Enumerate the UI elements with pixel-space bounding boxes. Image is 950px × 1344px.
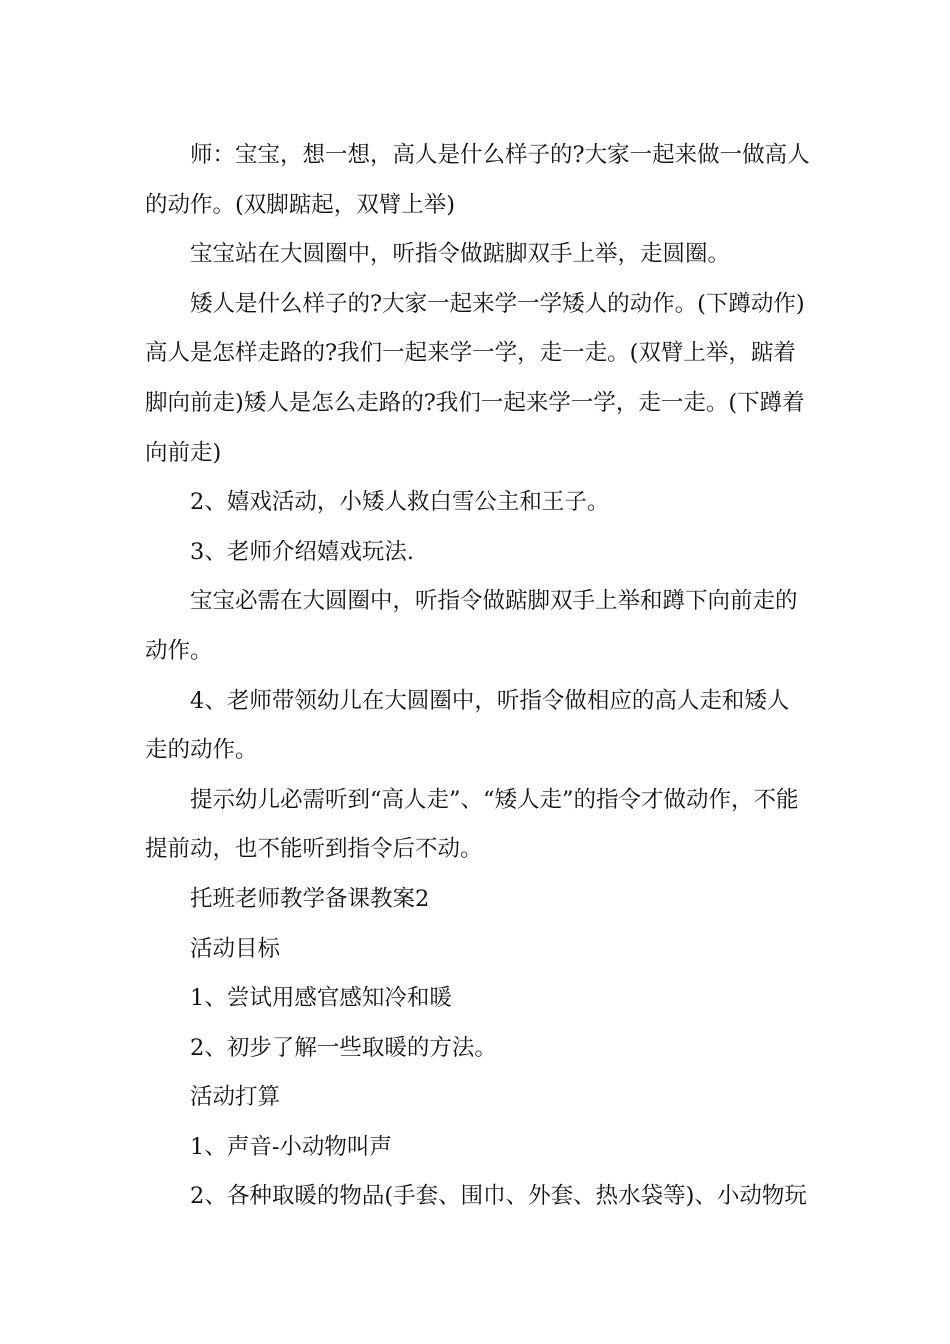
paragraph-game-rules: 3、老师介绍嬉戏玩法.: [190, 538, 414, 565]
heading-activity-goals: 活动目标: [190, 935, 281, 962]
paragraph-teacher-tall-person: 师：宝宝，想一想，高人是什么样子的?大家一起来做一做高人的动作。(双脚踮起，双臂上举): [145, 142, 810, 218]
paragraph-game-activity: 2、嬉戏活动，小矮人救白雪公主和王子。: [190, 489, 610, 516]
section-title-lesson-2: 托班老师教学备课教案2: [190, 885, 430, 912]
paragraph-short-person: 矮人是什么样子的?大家一起来学一学矮人的动作。(下蹲动作)高人是怎样走路的?我们一起来学一学，走一走。(双臂上举，踮着脚向前走)矮人是怎么走路的?我们一起来学一学，走一走。(下蹲着向前走): [145, 290, 805, 466]
preparation-item-2: 2、各种取暖的物品(手套、围巾、外套、热水袋等)、小动物玩: [190, 1183, 807, 1210]
goal-item-1: 1、尝试用感官感知冷和暖: [190, 985, 452, 1012]
goal-item-2: 2、初步了解一些取暖的方法。: [190, 1034, 497, 1061]
paragraph-teacher-leads: 4、老师带领幼儿在大圆圈中，听指令做相应的高人走和矮人走的动作。: [145, 687, 790, 764]
paragraph-baby-must: 宝宝必需在大圆圈中，听指令做踮脚双手上举和蹲下向前走的动作。: [145, 588, 798, 664]
heading-activity-preparation: 活动打算: [190, 1084, 281, 1111]
paragraph-reminder: 提示幼儿必需听到“高人走”、“矮人走”的指令才做动作，不能提前动，也不能听到指令后不动。: [145, 786, 799, 863]
document-body: [145, 131, 810, 1222]
paragraph-baby-circle: 宝宝站在大圆圈中，听指令做踮脚双手上举，走圆圈。: [190, 241, 731, 268]
preparation-item-1: 1、声音-小动物叫声: [190, 1133, 392, 1160]
